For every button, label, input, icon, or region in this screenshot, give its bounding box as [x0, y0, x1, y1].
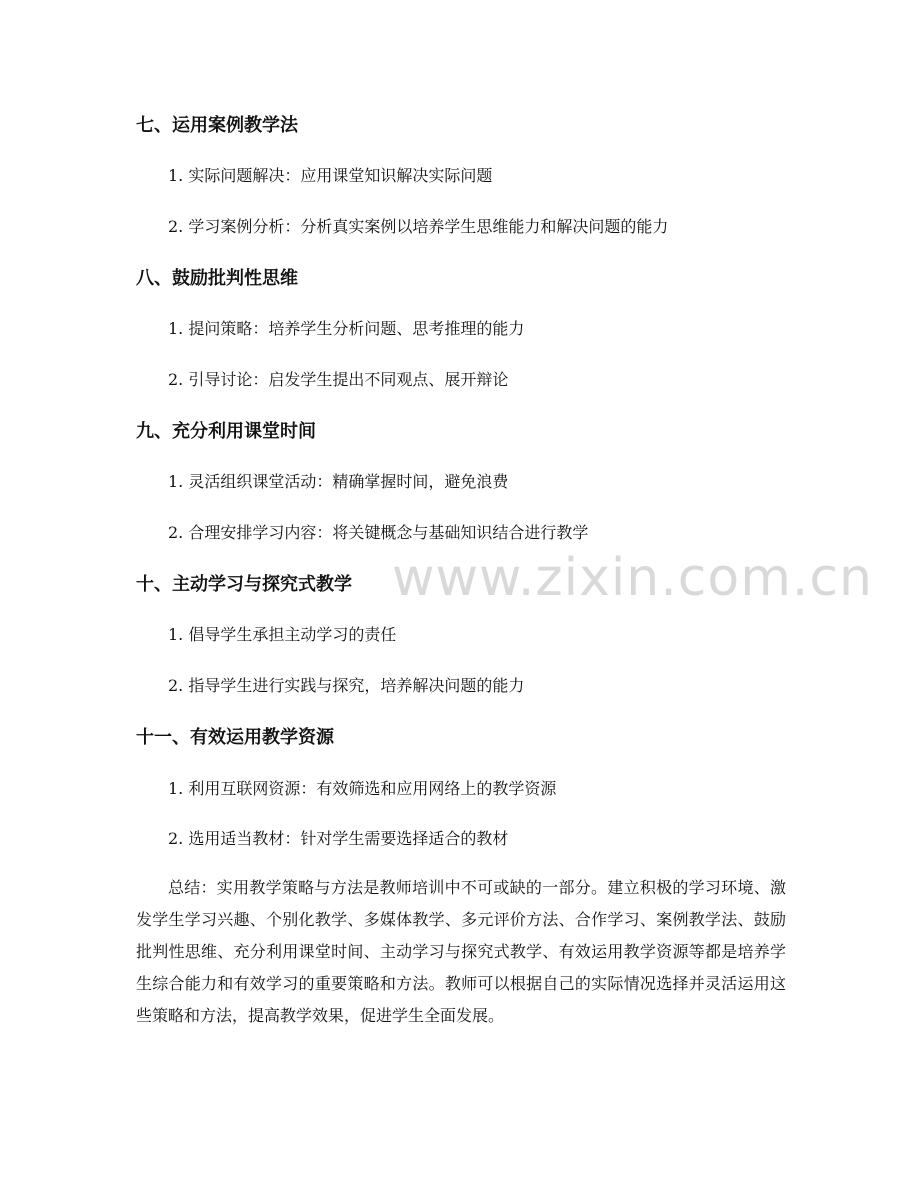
list-item: 1. 灵活组织课堂活动：精确掌握时间，避免浪费: [168, 472, 509, 491]
list-item: 1. 倡导学生承担主动学习的责任: [168, 625, 397, 644]
section-heading-9: 九、充分利用课堂时间: [136, 421, 316, 442]
list-item: 2. 选用适当教材：针对学生需要选择适合的教材: [168, 829, 509, 848]
list-item: 1. 提问策略：培养学生分析问题、思考推理的能力: [168, 319, 525, 338]
section-heading-7: 七、运用案例教学法: [136, 115, 298, 136]
list-item: 2. 指导学生进行实践与探究，培养解决问题的能力: [168, 676, 525, 695]
watermark: www.zixin.com.cn: [392, 548, 873, 608]
summary-paragraph: 总结：实用教学策略与方法是教师培训中不可或缺的一部分。建立积极的学习环境、激发学生学习兴趣、个别化教学、多媒体教学、多元评价方法、合作学习、案例教学法、鼓励批判性思维、充分利用课堂时间、主动学习与探究式教学、有效运用教学资源等都是培养学生综合能力和有效学习的重要策略和方法。教师可以根据自己的实际情况选择并灵活运用这些策略和方法，提高教学效果，促进学生全面发展。: [136, 878, 786, 1025]
section-heading-11: 十一、有效运用教学资源: [136, 727, 334, 748]
list-item: 2. 学习案例分析：分析真实案例以培养学生思维能力和解决问题的能力: [168, 217, 669, 236]
list-item: 2. 引导讨论：启发学生提出不同观点、展开辩论: [168, 370, 509, 389]
list-item: 1. 利用互联网资源：有效筛选和应用网络上的教学资源: [168, 779, 557, 798]
section-heading-8: 八、鼓励批判性思维: [136, 268, 298, 289]
section-heading-10: 十、主动学习与探究式教学: [136, 574, 352, 595]
list-item: 1. 实际问题解决：应用课堂知识解决实际问题: [168, 166, 493, 185]
list-item: 2. 合理安排学习内容：将关键概念与基础知识结合进行教学: [168, 523, 589, 542]
